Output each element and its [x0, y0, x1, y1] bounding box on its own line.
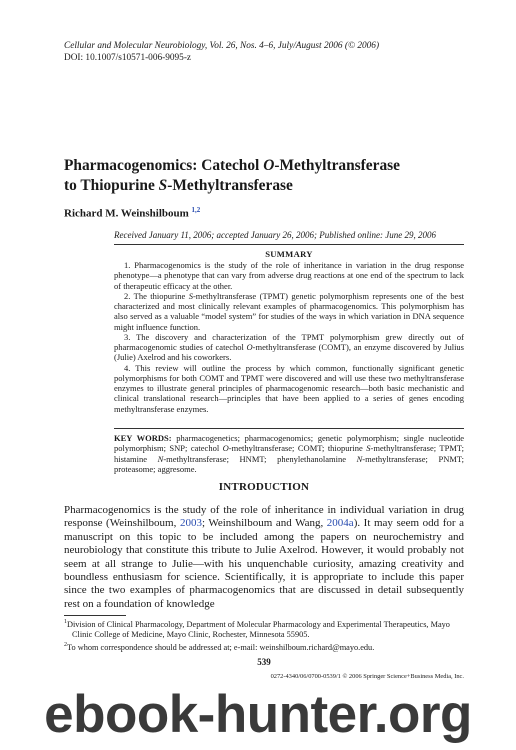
summary-body: [114, 260, 464, 414]
footnote-text: Division of Clinical Pharmacology, Department of Molecular Pharmacology and Experimental Therapeutics, Mayo Clinic College of Medicine, Mayo Clinic, Rochester, Minnesota 55905.: [67, 619, 450, 639]
doi: DOI: 10.1007/s10571-006-9095-z: [64, 53, 192, 63]
summary-italic: S: [188, 290, 193, 301]
citation-link-2003[interactable]: 2003: [179, 517, 202, 530]
author-name: Richard M. Weinshilboum: [64, 207, 192, 220]
summary-heading: SUMMARY: [265, 249, 313, 259]
footnote-rule: [64, 615, 126, 616]
summary-text: 3. The discovery and characterization of the TPMT polymorphism grew directly out of pharmacogenomic studies of catechol: [114, 331, 464, 352]
keywords: [114, 433, 464, 474]
keywords-label: KEY WORDS:: [114, 433, 172, 443]
summary-paragraph: [114, 332, 464, 363]
title-italic: O: [263, 157, 275, 174]
title-text: -Methyltransferase: [274, 157, 400, 174]
summary-paragraph: 4. This review will outline the process by which common, functionally significant genetic polymorphisms for both COMT and TPMT were discovered and will use these two methyltransferase enzymes to illustrate general principles of pharmacogenomic research—both basic mechanistic and clinical translational research—principles that have been applied to a series of genes encoding methyltransferase enzymes.: [114, 362, 464, 414]
summary-text: -methyltransferase (COMT), an enzyme discovered by Julius (Julie) Axelrod and his coworkers.: [114, 342, 464, 363]
summary-paragraph: [114, 291, 464, 332]
title-line-1: [64, 156, 464, 176]
footnote-mark: 2: [64, 641, 67, 648]
keywords-italic: O: [222, 443, 229, 454]
copyright-line: 0272-4340/06/0700-0539/1 © 2006 Springer Science+Business Media, Inc.: [270, 673, 464, 680]
keywords-text: -methyltransferase; COMT; thiopurine: [228, 443, 367, 454]
affiliation-link[interactable]: 1,2: [191, 206, 201, 214]
summary-text: 2. The thiopurine: [124, 290, 189, 301]
keywords-text: -methyltransferase; HNMT; phenylethanolamine: [163, 453, 357, 464]
title-italic: S: [158, 177, 168, 194]
title-text: Pharmacogenomics: Catechol: [64, 157, 264, 174]
intro-text: Pharmacogenomics is the study of the role of inheritance in individual variation in drug response (Weinshilboum,: [64, 504, 464, 530]
footnote-1: [64, 617, 464, 640]
footnote-text: To whom correspondence should be addressed at; e-mail: weinshilboum.richard@mayo.edu.: [67, 642, 375, 652]
title-text: -Methyltransferase: [167, 177, 293, 194]
received-dates: Received January 11, 2006; accepted January 26, 2006; Published online: June 29, 2006: [114, 230, 436, 240]
footnote-mark: 1: [64, 619, 67, 625]
keywords-text: -methyltransferase; PNMT; proteasome; aggresome.: [114, 453, 464, 474]
keywords-text: pharmacogenetics; pharmacogenomics; genetic polymorphism; single nucleotide polymorphism; SNP; catechol: [114, 433, 464, 454]
journal-header: [64, 40, 464, 64]
article-title: [64, 156, 464, 196]
keywords-italic: S: [366, 443, 371, 454]
summary-bottom-rule: [114, 428, 464, 429]
summary-text: -methyltransferase (TPMT) genetic polymorphism represents one of the best characterized and most clinically relevant examples of pharmacogenomics. This polymorphism has also served as a valuable “model system” for studies of the ways in which variation in DNA sequence might influence function.: [114, 290, 465, 332]
keywords-italic: N: [356, 453, 363, 464]
keywords-italic: N: [157, 453, 164, 464]
footnote-2: [64, 640, 464, 653]
title-line-2: [64, 176, 464, 196]
citation-link-2004a[interactable]: 2004a: [326, 517, 354, 530]
summary-top-rule: [114, 244, 464, 245]
title-text: to Thiopurine: [64, 177, 159, 194]
footnotes: [64, 617, 464, 653]
summary-paragraph: 1. Pharmacogenomics is the study of the role of inheritance in variation in the drug response phenotype—a phenotype that can vary from adverse drug reactions at one end of the spectrum to lack of therapeutic efficacy at the other.: [114, 260, 464, 291]
journal-citation: Cellular and Molecular Neurobiology, Vol. 26, Nos. 4–6, July/August 2006 (© 2006): [64, 41, 380, 51]
introduction-heading: INTRODUCTION: [218, 481, 310, 493]
watermark: ebook-hunter.org: [44, 685, 472, 744]
introduction-body: [64, 504, 464, 611]
summary-italic: O: [246, 342, 253, 352]
page-number: 539: [257, 657, 271, 667]
intro-text: ; Weinshilboum and Wang,: [201, 517, 327, 530]
keywords-text: -methyltransferase; TPMT; histamine: [114, 443, 464, 464]
author-line: [64, 206, 200, 220]
intro-text: ). It may seem odd for a manuscript on this topic to be included among the papers on neurochemistry and neurobiology that constitute this tribute to Julie Axelrod. However, it would probably not seem at all strange to Julie—with his unquenchable curiosity, amazing creativity and boundless enthusiasm for science. Scientifically, it is appropriate to include this paper since the two examples of pharmacogenomics that are discussed in detail subsequently rest on a foundation of knowledge: [64, 517, 464, 610]
